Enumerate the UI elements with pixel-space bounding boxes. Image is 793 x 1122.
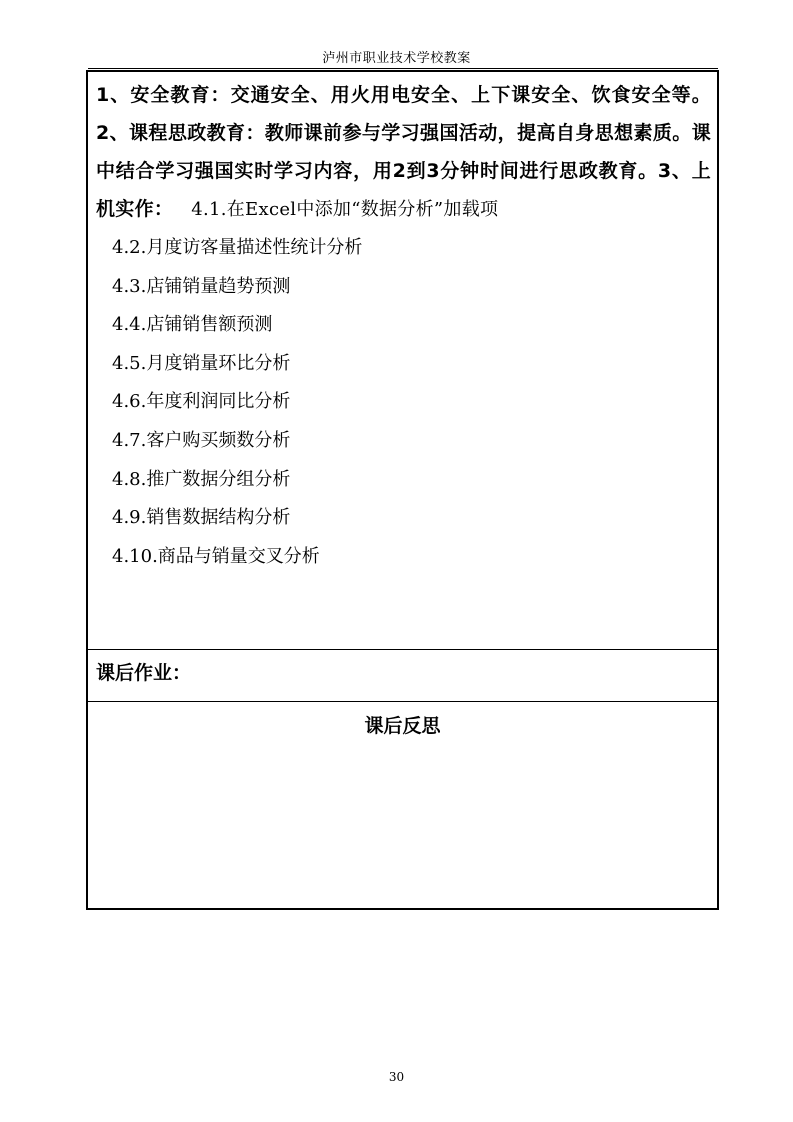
page-number: 30 <box>388 1070 405 1084</box>
step-item: 4.10.商品与销量交叉分析 <box>112 545 320 567</box>
step-item: 4.5.月度销量环比分析 <box>112 352 291 374</box>
step-item: 4.3.店铺销量趋势预测 <box>112 275 291 297</box>
teaching-content-cell <box>88 72 717 650</box>
step-item: 4.8.推广数据分组分析 <box>112 468 291 490</box>
step-item-first: 4.1.在Excel中添加“数据分析”加载项 <box>191 199 499 220</box>
education-intro-text: 1、安全教育：交通安全、用火用电安全、上下课安全、饮食安全等。2、课程思政教育：教师课前参与学习强国活动，提高自身思想素质。课中结合学习强国实时学习内容，用2到3分钟时间进行思政教育。3、上机实作： <box>96 84 711 220</box>
step-item: 4.9.销售数据结构分析 <box>112 507 291 529</box>
homework-cell <box>88 650 717 702</box>
homework-label: 课后作业： <box>96 662 192 684</box>
step-item: 4.2.月度访客量描述性统计分析 <box>112 237 363 258</box>
reflection-title: 课后反思 <box>364 715 441 737</box>
reflection-cell <box>88 702 717 908</box>
step-item: 4.6.年度利润同比分析 <box>112 391 291 413</box>
page-header: 泸州市职业技术学校教案 <box>322 51 471 66</box>
header-divider <box>88 68 718 69</box>
practice-step-list <box>96 229 711 576</box>
step-item: 4.7.客户购买频数分析 <box>112 429 291 451</box>
education-paragraph <box>96 76 711 229</box>
step-item: 4.4.店铺销售额预测 <box>112 314 273 336</box>
lesson-plan-table <box>86 70 719 910</box>
